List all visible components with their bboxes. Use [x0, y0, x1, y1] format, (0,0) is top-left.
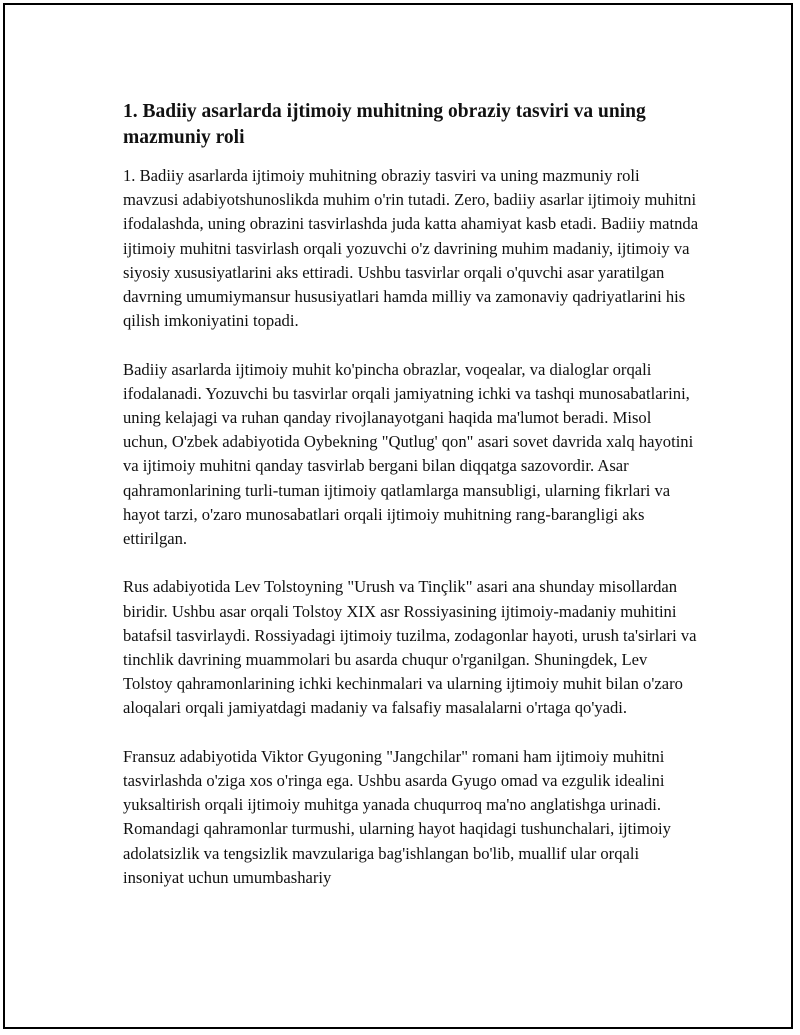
document-title: 1. Badiiy asarlarda ijtimoiy muhitning obraziy tasviri va uning mazmuniy roli: [123, 101, 646, 148]
paragraph: Badiiy asarlarda ijtimoiy muhit ko'pincha obrazlar, voqealar, va dialoglar orqali ifodalanadi. Yozuvchi bu tasvirlar orqali jamiyatning ichki va tashqi munosabatlarini, uning kelajagi va ruhan qanday rivojlanayotgani haqida ma'lumot beradi. Misol uchun, O'zbek adabiyotida Oybekning "Qutlug' qon" asari sovet davrida xalq hayotini va ijtimoiy muhitni qanday tasvirlab bergani bilan diqqatga sazovordir. Asar qahramonlarining turli-tuman ijtimoiy qatlamlarga mansubligi, ularning fikrlari va hayot tarzi, o'zaro munosabatlari orqali ijtimoiy muhitning rang-barangligi aks ettirilgan.: [123, 359, 694, 549]
page-frame: [3, 3, 793, 1029]
document-body: [123, 99, 699, 890]
paragraph: 1. Badiiy asarlarda ijtimoiy muhitning obraziy tasviri va uning mazmuniy roli mavzusi adabiyotshunoslikda muhim o'rin tutadi. Zero, badiiy asarlar ijtimoiy muhitni ifodalashda, uning obrazini tasvirlashda juda katta ahamiyat kasb etadi. Badiiy matnda ijtimoiy muhitni tasvirlash orqali yozuvchi o'z davrining muhim madaniy, ijtimoiy va siyosiy xususiyatlarini aks ettiradi. Ushbu tasvirlar orqali o'quvchi asar yaratilgan davrning umumiymansur hususiyatlari hamda milliy va zamonaviy qadriyatlarini his qilish imkoniyatini topadi.: [123, 166, 699, 331]
paragraph: Fransuz adabiyotida Viktor Gyugoning "Jangchilar" romani ham ijtimoiy muhitni tasvirlashda o'ziga xos o'ringa ega. Ushbu asarda Gyugo omad va ezgulik idealini yuksaltirish orqali ijtimoiy muhitga yanada chuqurroq ma'no anglatishga urinadi. Romandagi qahramonlar turmushi, ularning hayot haqidagi tushunchalari, ijtimoiy adolatsizlik va tengsizlik mavzulariga bag'ishlangan bo'lib, muallif ular orqali insoniyat uchun umumbashariy: [123, 746, 671, 887]
paragraph: Rus adabiyotida Lev Tolstoyning "Urush va Tinçlik" asari ana shunday misollardan biridir. Ushbu asar orqali Tolstoy XIX asr Rossiyasining ijtimoiy-madaniy muhitini batafsil tasvirlaydi. Rossiyadagi ijtimoiy tuzilma, zodagonlar hayoti, urush ta'sirlari va tinchlik davrining muammolari bu asarda chuqur o'rganilgan. Shuningdek, Lev Tolstoy qahramonlarining ichki kechinmalari va ularning ijtimoiy muhit bilan o'zaro aloqalari orqali jamiyatdagi madaniy va falsafiy masalalarni o'rtaga qo'yadi.: [123, 577, 697, 718]
